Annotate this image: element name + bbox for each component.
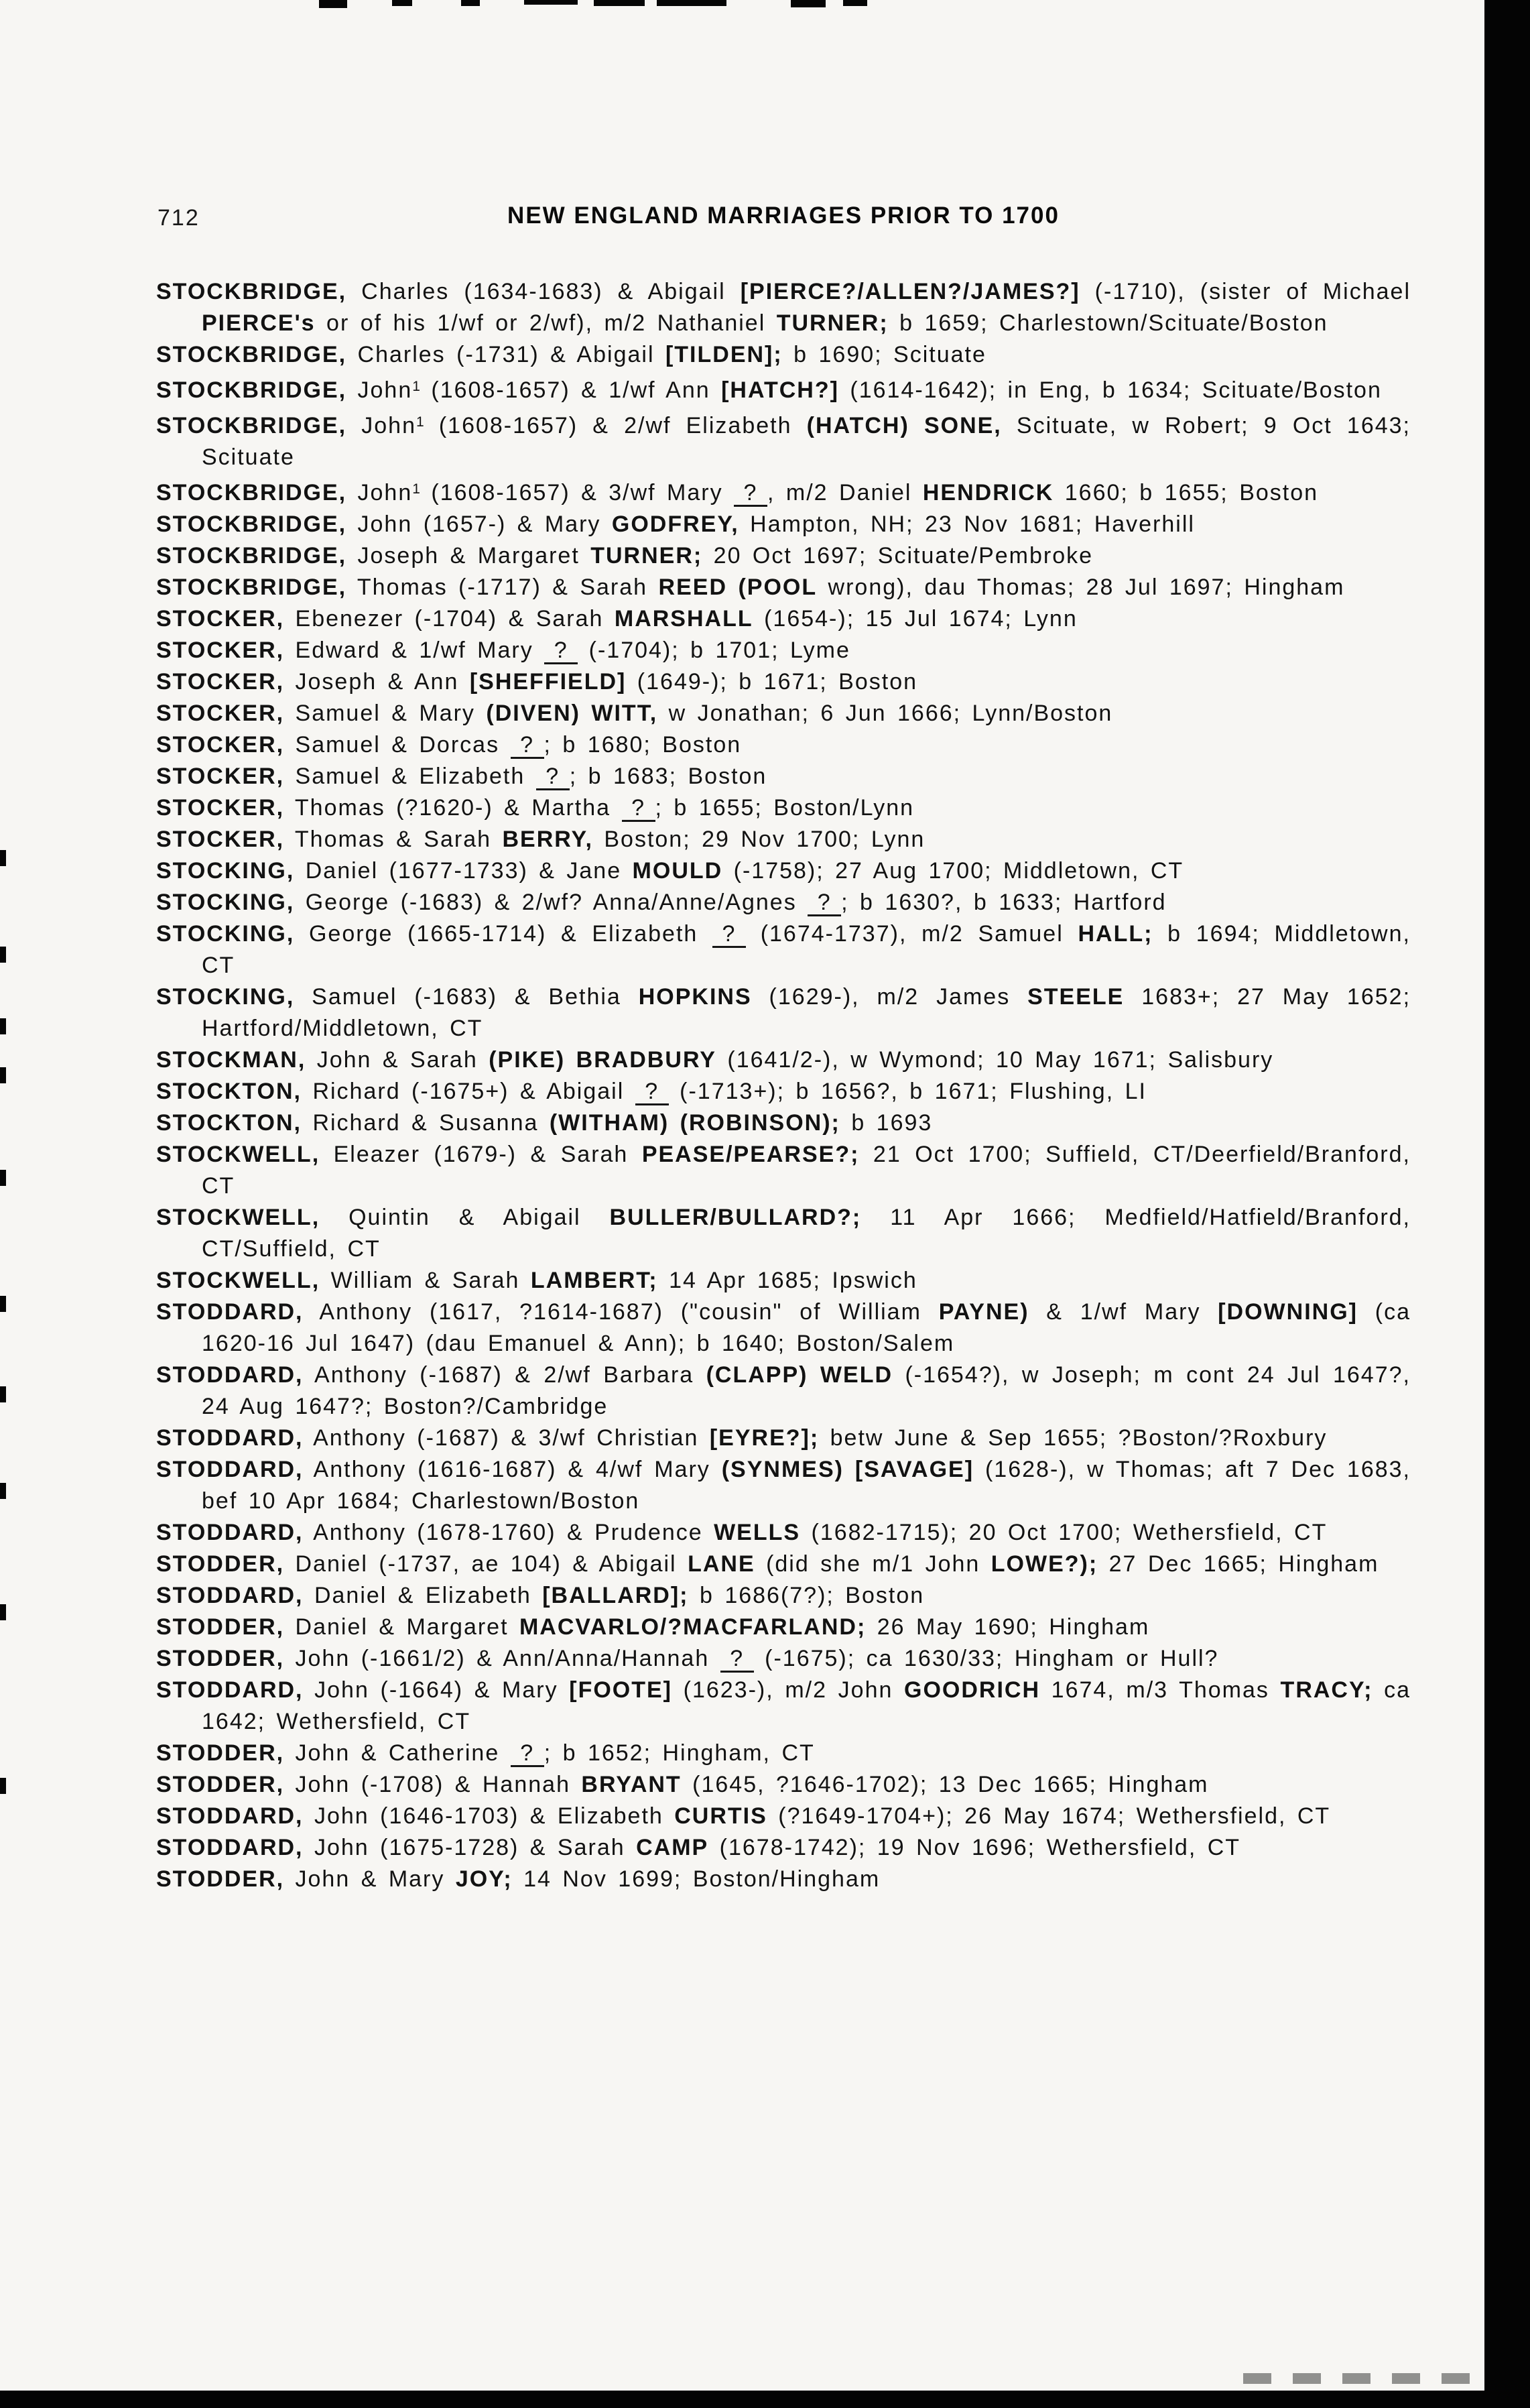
entry-surname: STOCKING, — [156, 890, 295, 915]
entry-text: George (-1683) & 2/wf? Anna/Anne/Agnes — [294, 890, 808, 915]
entry-surname: HALL; — [1078, 921, 1153, 947]
entry-text: (did she m/1 John — [755, 1551, 991, 1577]
scan-artifact-smudge — [1243, 2373, 1478, 2384]
entry-surname: GODFREY, — [611, 511, 739, 537]
entry-text: Joseph & Ann — [284, 669, 470, 695]
generation-superscript: 1 — [416, 414, 424, 430]
marriage-entry — [156, 1265, 1411, 1297]
entry-text: Joseph & Margaret — [346, 543, 591, 568]
scan-artifact-left-tick — [0, 1170, 6, 1186]
entry-surname: STOCKMAN, — [156, 1047, 306, 1073]
unknown-name-blank: ? — [712, 922, 746, 948]
marriage-entry — [156, 918, 1411, 981]
entry-surname: STODDER, — [156, 1740, 285, 1766]
marriage-entry — [156, 371, 1411, 406]
entry-text: (-1704); b 1701; Lyme — [578, 638, 850, 663]
entry-surname: STOCKING, — [156, 858, 295, 884]
entry-surname: LOWE?); — [991, 1551, 1098, 1577]
marriage-entry — [156, 1580, 1411, 1612]
entry-text: Samuel & Dorcas — [284, 732, 511, 758]
entry-surname: TURNER; — [776, 310, 889, 336]
entry-text: (ca 1620-16 Jul 1647) (dau Emanuel & Ann); b 1640; Boston/Salem — [202, 1299, 1411, 1356]
marriage-entry — [156, 603, 1411, 635]
entry-text: 1683+; 27 May 1652; Hartford/Middletown, CT — [202, 984, 1411, 1041]
entry-text: (1682-1715); 20 Oct 1700; Wethersfield, CT — [800, 1520, 1328, 1545]
entry-text: b 1693 — [840, 1110, 933, 1136]
entry-text: w Jonathan; 6 Jun 1666; Lynn/Boston — [657, 701, 1113, 726]
entry-text: Charles (1634-1683) & Abigail — [346, 279, 741, 304]
entry-text: b 1686(7?); Boston — [688, 1583, 925, 1608]
marriage-entry — [156, 406, 1411, 473]
page-title: NEW ENGLAND MARRIAGES PRIOR TO 1700 — [507, 202, 1060, 229]
entry-surname: STOCKBRIDGE, — [156, 413, 347, 438]
entry-text: John — [346, 377, 413, 403]
entry-surname: PAYNE) — [938, 1299, 1029, 1325]
unknown-name-blank: ? — [734, 481, 767, 507]
marriage-entry — [156, 1139, 1411, 1202]
scan-artifact-right-bar — [1484, 0, 1530, 2408]
marriage-entry — [156, 635, 1411, 666]
scan-artifact-bottom-bar — [0, 2391, 1530, 2408]
marriage-entry — [156, 792, 1411, 824]
entry-surname: STODDARD, — [156, 1362, 304, 1388]
entry-surname: STOCKBRIDGE, — [156, 279, 347, 304]
entry-surname: LANE — [688, 1551, 755, 1577]
entry-text: b 1690; Scituate — [782, 342, 986, 367]
entry-text: John & Sarah — [306, 1047, 489, 1073]
entry-text: Daniel (-1737, ae 104) & Abigail — [284, 1551, 688, 1577]
entry-text: , m/2 Daniel — [767, 480, 923, 505]
entry-text: 11 Apr 1666; Medfield/Hatfield/Branford, CT/Suffield, CT — [202, 1205, 1411, 1262]
entry-text: Quintin & Abigail — [320, 1205, 610, 1230]
entry-text: John (-1661/2) & Ann/Anna/Hannah — [284, 1646, 720, 1671]
scan-artifact-left-tick — [0, 1778, 6, 1794]
entry-surname: STOCKTON, — [156, 1110, 302, 1136]
entry-surname: STODDER, — [156, 1551, 285, 1577]
entry-text: ca 1642; Wethersfield, CT — [202, 1677, 1411, 1734]
marriage-entry — [156, 1549, 1411, 1580]
marriage-entry — [156, 1297, 1411, 1360]
entry-surname: [DOWNING] — [1218, 1299, 1358, 1325]
unknown-name-blank: ? — [511, 733, 544, 759]
entry-surname: CURTIS — [674, 1803, 767, 1829]
entry-surname: [TILDEN]; — [665, 342, 783, 367]
scan-artifact-top-dash — [392, 0, 412, 6]
entry-surname: STODDER, — [156, 1646, 285, 1671]
entry-text: 14 Apr 1685; Ipswich — [657, 1268, 917, 1293]
unknown-name-blank: ? — [544, 638, 578, 664]
entry-text: Anthony (1678-1760) & Prudence — [303, 1520, 714, 1545]
entry-text: Richard (-1675+) & Abigail — [302, 1079, 635, 1104]
entry-text: George (1665-1714) & Elizabeth — [294, 921, 712, 947]
entry-text: Thomas & Sarah — [284, 827, 503, 852]
marriage-entry — [156, 473, 1411, 509]
entry-surname: MARSHALL — [614, 606, 753, 631]
entry-text: (1629-), m/2 James — [751, 984, 1028, 1010]
entry-surname: BULLER/BULLARD?; — [609, 1205, 862, 1230]
entry-surname: (HATCH) SONE, — [806, 413, 1002, 438]
entry-surname: STOCKBRIDGE, — [156, 575, 347, 600]
scan-artifact-top-dash — [594, 0, 645, 6]
entry-text: Thomas (-1717) & Sarah — [346, 575, 659, 600]
entry-surname: MOULD — [632, 858, 723, 884]
marriage-entry — [156, 824, 1411, 855]
entry-text: Anthony (1616-1687) & 4/wf Mary — [303, 1457, 722, 1482]
scan-artifact-left-tick — [0, 1296, 6, 1312]
entry-surname: [FOOTE] — [569, 1677, 673, 1703]
entry-surname: STEELE — [1027, 984, 1125, 1010]
entry-text: Eleazer (1679-) & Sarah — [320, 1142, 642, 1167]
entry-text: (1674-1737), m/2 Samuel — [746, 921, 1078, 947]
entry-text: Ebenezer (-1704) & Sarah — [284, 606, 615, 631]
entry-surname: REED (POOL — [658, 575, 818, 600]
entry-text: (1628-), w Thomas; aft 7 Dec 1683, bef 10 Apr 1684; Charlestown/Boston — [202, 1457, 1411, 1514]
entry-surname: STOCKER, — [156, 701, 285, 726]
entry-text: John (-1664) & Mary — [303, 1677, 570, 1703]
marriage-entry — [156, 1738, 1411, 1769]
entry-text: (1608-1657) & 3/wf Mary — [420, 480, 735, 505]
entry-surname: (CLAPP) WELD — [706, 1362, 893, 1388]
entry-text: 26 May 1690; Hingham — [866, 1614, 1150, 1640]
entry-surname: MACVARLO/?MACFARLAND; — [519, 1614, 867, 1640]
entry-text: & 1/wf Mary — [1029, 1299, 1218, 1325]
entry-surname: HOPKINS — [638, 984, 752, 1010]
unknown-name-blank: ? — [808, 890, 841, 916]
entry-surname: LAMBERT; — [530, 1268, 658, 1293]
entry-text: (1623-), m/2 John — [672, 1677, 905, 1703]
scan-artifact-left-tick — [0, 1604, 6, 1620]
marriage-entry — [156, 666, 1411, 698]
unknown-name-blank: ? — [622, 796, 655, 822]
entry-text: Hampton, NH; 23 Nov 1681; Haverhill — [739, 511, 1195, 537]
scan-artifact-top-dash — [791, 0, 826, 7]
entry-text: (1608-1657) & 2/wf Elizabeth — [424, 413, 807, 438]
entry-surname: STODDARD, — [156, 1299, 304, 1325]
marriage-entry — [156, 1107, 1411, 1139]
marriage-entry — [156, 761, 1411, 792]
entry-surname: STOCKER, — [156, 638, 285, 663]
entry-surname: STODDARD, — [156, 1835, 304, 1860]
entry-text: (?1649-1704+); 26 May 1674; Wethersfield, CT — [767, 1803, 1331, 1829]
entry-text: 27 Dec 1665; Hingham — [1098, 1551, 1379, 1577]
entry-text: b 1659; Charlestown/Scituate/Boston — [888, 310, 1328, 336]
entry-surname: CAMP — [636, 1835, 709, 1860]
entry-text: ; b 1652; Hingham, CT — [544, 1740, 815, 1766]
entry-text: Thomas (?1620-) & Martha — [284, 795, 622, 821]
scan-artifact-top-dash — [319, 0, 347, 8]
entry-text: John (1675-1728) & Sarah — [303, 1835, 637, 1860]
marriage-entry — [156, 1832, 1411, 1864]
entry-text: Anthony (1617, ?1614-1687) ("cousin" of William — [303, 1299, 939, 1325]
marriage-entry — [156, 1360, 1411, 1423]
page-header — [156, 202, 1411, 237]
entry-text: ; b 1680; Boston — [544, 732, 742, 758]
entry-text: Charles (-1731) & Abigail — [346, 342, 665, 367]
page-number: 712 — [157, 205, 200, 231]
entry-text: Daniel (1677-1733) & Jane — [294, 858, 633, 884]
entry-text: (-1654?), w Joseph; m cont 24 Jul 1647?, 24 Aug 1647?; Boston?/Cambridge — [202, 1362, 1411, 1419]
entry-surname: STOCKBRIDGE, — [156, 377, 347, 403]
entry-text: 21 Oct 1700; Suffield, CT/Deerfield/Branford, CT — [202, 1142, 1411, 1199]
entry-surname: STOCKING, — [156, 984, 295, 1010]
unknown-name-blank: ? — [720, 1646, 754, 1673]
unknown-name-blank: ? — [511, 1741, 544, 1767]
entry-text: John (-1708) & Hannah — [284, 1772, 582, 1797]
marriage-entry — [156, 1612, 1411, 1643]
entry-surname: STODDARD, — [156, 1457, 304, 1482]
entry-surname: [SHEFFIELD] — [469, 669, 627, 695]
scan-artifact-left-tick — [0, 1067, 6, 1083]
entry-surname: STOCKWELL, — [156, 1205, 320, 1230]
entry-surname: BERRY, — [502, 827, 593, 852]
scan-artifact-left-tick — [0, 850, 6, 866]
entry-surname: STOCKWELL, — [156, 1142, 320, 1167]
unknown-name-blank: ? — [536, 764, 570, 790]
entry-surname: STODDARD, — [156, 1425, 304, 1451]
entry-surname: STOCKWELL, — [156, 1268, 320, 1293]
marriage-entry — [156, 276, 1411, 339]
marriage-entry — [156, 1864, 1411, 1895]
entry-text: (1645, ?1646-1702); 13 Dec 1665; Hingham — [681, 1772, 1209, 1797]
entry-text: 1674, m/3 Thomas — [1040, 1677, 1281, 1703]
scan-artifact-top-dash — [657, 0, 726, 6]
entry-text: (1678-1742); 19 Nov 1696; Wethersfield, CT — [708, 1835, 1241, 1860]
entry-text: (1649-); b 1671; Boston — [626, 669, 918, 695]
entry-text: (1608-1657) & 1/wf Ann — [420, 377, 722, 403]
entry-text: John — [346, 480, 413, 505]
entry-surname: (SYNMES) [SAVAGE] — [721, 1457, 974, 1482]
marriage-entry — [156, 855, 1411, 887]
entry-surname: [PIERCE?/ALLEN?/JAMES?] — [740, 279, 1080, 304]
entry-text: Daniel & Elizabeth — [303, 1583, 543, 1608]
entry-surname: STODDER, — [156, 1614, 285, 1640]
entry-text: William & Sarah — [320, 1268, 531, 1293]
entry-surname: STOCKER, — [156, 795, 285, 821]
entry-text: Samuel (-1683) & Bethia — [294, 984, 639, 1010]
entry-surname: STOCKER, — [156, 827, 285, 852]
marriage-entry — [156, 1454, 1411, 1517]
marriage-entry — [156, 540, 1411, 572]
generation-superscript: 1 — [412, 481, 420, 497]
entry-text: betw June & Sep 1655; ?Boston/?Roxbury — [819, 1425, 1328, 1451]
entry-surname: [BALLARD]; — [542, 1583, 689, 1608]
entry-text: 20 Oct 1697; Scituate/Pembroke — [702, 543, 1094, 568]
marriage-entry — [156, 1517, 1411, 1549]
entry-text: John (1646-1703) & Elizabeth — [303, 1803, 675, 1829]
entry-text: b 1694; Middletown, CT — [202, 921, 1411, 978]
entry-surname: STOCKBRIDGE, — [156, 543, 347, 568]
entry-surname: STODDARD, — [156, 1520, 304, 1545]
entry-text: John (1657-) & Mary — [346, 511, 612, 537]
marriage-entry — [156, 1769, 1411, 1801]
scan-artifact-left-tick — [0, 1018, 6, 1034]
entry-surname: TURNER; — [590, 543, 703, 568]
entry-surname: STODDARD, — [156, 1803, 304, 1829]
entry-surname: (PIKE) BRADBURY — [489, 1047, 716, 1073]
entry-surname: HENDRICK — [922, 480, 1054, 505]
entry-text: 14 Nov 1699; Boston/Hingham — [512, 1866, 881, 1892]
entry-text: John & Mary — [284, 1866, 456, 1892]
marriage-entry — [156, 339, 1411, 371]
entry-text: ; b 1655; Boston/Lynn — [655, 795, 915, 821]
marriage-entry — [156, 1076, 1411, 1107]
entry-surname: STOCKER, — [156, 606, 285, 631]
scan-artifact-left-tick — [0, 1483, 6, 1499]
entry-surname: STODDER, — [156, 1772, 285, 1797]
entry-surname: [EYRE?]; — [709, 1425, 820, 1451]
generation-superscript: 1 — [412, 379, 420, 394]
scan-artifact-left-tick — [0, 947, 6, 963]
entry-surname: STOCKBRIDGE, — [156, 480, 347, 505]
entry-surname: (WITHAM) (ROBINSON); — [549, 1110, 840, 1136]
scan-artifact-top-dash — [524, 0, 578, 5]
entry-surname: GOODRICH — [904, 1677, 1041, 1703]
entry-text: John & Catherine — [284, 1740, 511, 1766]
entry-text: (-1713+); b 1656?, b 1671; Flushing, LI — [668, 1079, 1147, 1104]
entry-surname: STOCKBRIDGE, — [156, 511, 347, 537]
entry-surname: WELLS — [714, 1520, 801, 1545]
entry-surname: [HATCH?] — [721, 377, 839, 403]
entry-surname: STOCKING, — [156, 921, 295, 947]
marriage-entry — [156, 981, 1411, 1044]
scan-artifact-left-tick — [0, 1386, 6, 1402]
entry-text: (-1675); ca 1630/33; Hingham or Hull? — [753, 1646, 1219, 1671]
marriage-entry — [156, 1643, 1411, 1675]
entry-surname: STODDER, — [156, 1866, 285, 1892]
entry-text: Daniel & Margaret — [284, 1614, 519, 1640]
scan-artifact-top-dash — [843, 0, 867, 6]
entry-surname: TRACY; — [1280, 1677, 1373, 1703]
marriage-entry — [156, 1202, 1411, 1265]
marriage-entry — [156, 572, 1411, 603]
entry-surname: JOY; — [455, 1866, 513, 1892]
entry-text: (1614-1642); in Eng, b 1634; Scituate/Boston — [838, 377, 1382, 403]
entry-surname: STOCKER, — [156, 669, 285, 695]
entries-list — [156, 276, 1411, 1895]
entry-surname: STODDARD, — [156, 1677, 304, 1703]
entry-text: Scituate, w Robert; 9 Oct 1643; Scituate — [202, 413, 1411, 470]
marriage-entry — [156, 1423, 1411, 1454]
entry-text: John — [346, 413, 416, 438]
entry-text: (1654-); 15 Jul 1674; Lynn — [753, 606, 1078, 631]
entry-surname: PIERCE's — [202, 310, 316, 336]
entry-surname: STOCKTON, — [156, 1079, 302, 1104]
entry-text: wrong), dau Thomas; 28 Jul 1697; Hingham — [817, 575, 1345, 600]
entry-surname: STODDARD, — [156, 1583, 304, 1608]
marriage-entry — [156, 1801, 1411, 1832]
scan-artifact-top-dash — [461, 0, 480, 6]
entry-text: (-1710), (sister of Michael — [1080, 279, 1411, 304]
unknown-name-blank: ? — [635, 1079, 669, 1105]
entry-text: Boston; 29 Nov 1700; Lynn — [592, 827, 926, 852]
entry-text: ; b 1630?, b 1633; Hartford — [841, 890, 1167, 915]
marriage-entry — [156, 1044, 1411, 1076]
entry-text: Richard & Susanna — [302, 1110, 550, 1136]
marriage-entry — [156, 698, 1411, 729]
marriage-entry — [156, 887, 1411, 918]
entry-text: Edward & 1/wf Mary — [284, 638, 545, 663]
entry-text: (-1758); 27 Aug 1700; Middletown, CT — [722, 858, 1184, 884]
entry-surname: STOCKER, — [156, 764, 285, 789]
entry-text: (1641/2-), w Wymond; 10 May 1671; Salisbury — [716, 1047, 1274, 1073]
entry-text: Anthony (-1687) & 3/wf Christian — [303, 1425, 710, 1451]
entry-text: Samuel & Mary — [284, 701, 487, 726]
entry-text: Anthony (-1687) & 2/wf Barbara — [303, 1362, 706, 1388]
marriage-entry — [156, 1675, 1411, 1738]
entry-surname: STOCKBRIDGE, — [156, 342, 347, 367]
entry-surname: STOCKER, — [156, 732, 285, 758]
entry-text: ; b 1683; Boston — [569, 764, 767, 789]
entry-surname: PEASE/PEARSE?; — [641, 1142, 860, 1167]
entry-text: Samuel & Elizabeth — [284, 764, 536, 789]
marriage-entry — [156, 509, 1411, 540]
marriage-entry — [156, 729, 1411, 761]
entry-surname: (DIVEN) WITT, — [486, 701, 658, 726]
entry-text: or of his 1/wf or 2/wf), m/2 Nathaniel — [315, 310, 777, 336]
entry-text: 1660; b 1655; Boston — [1054, 480, 1319, 505]
entry-surname: BRYANT — [581, 1772, 682, 1797]
